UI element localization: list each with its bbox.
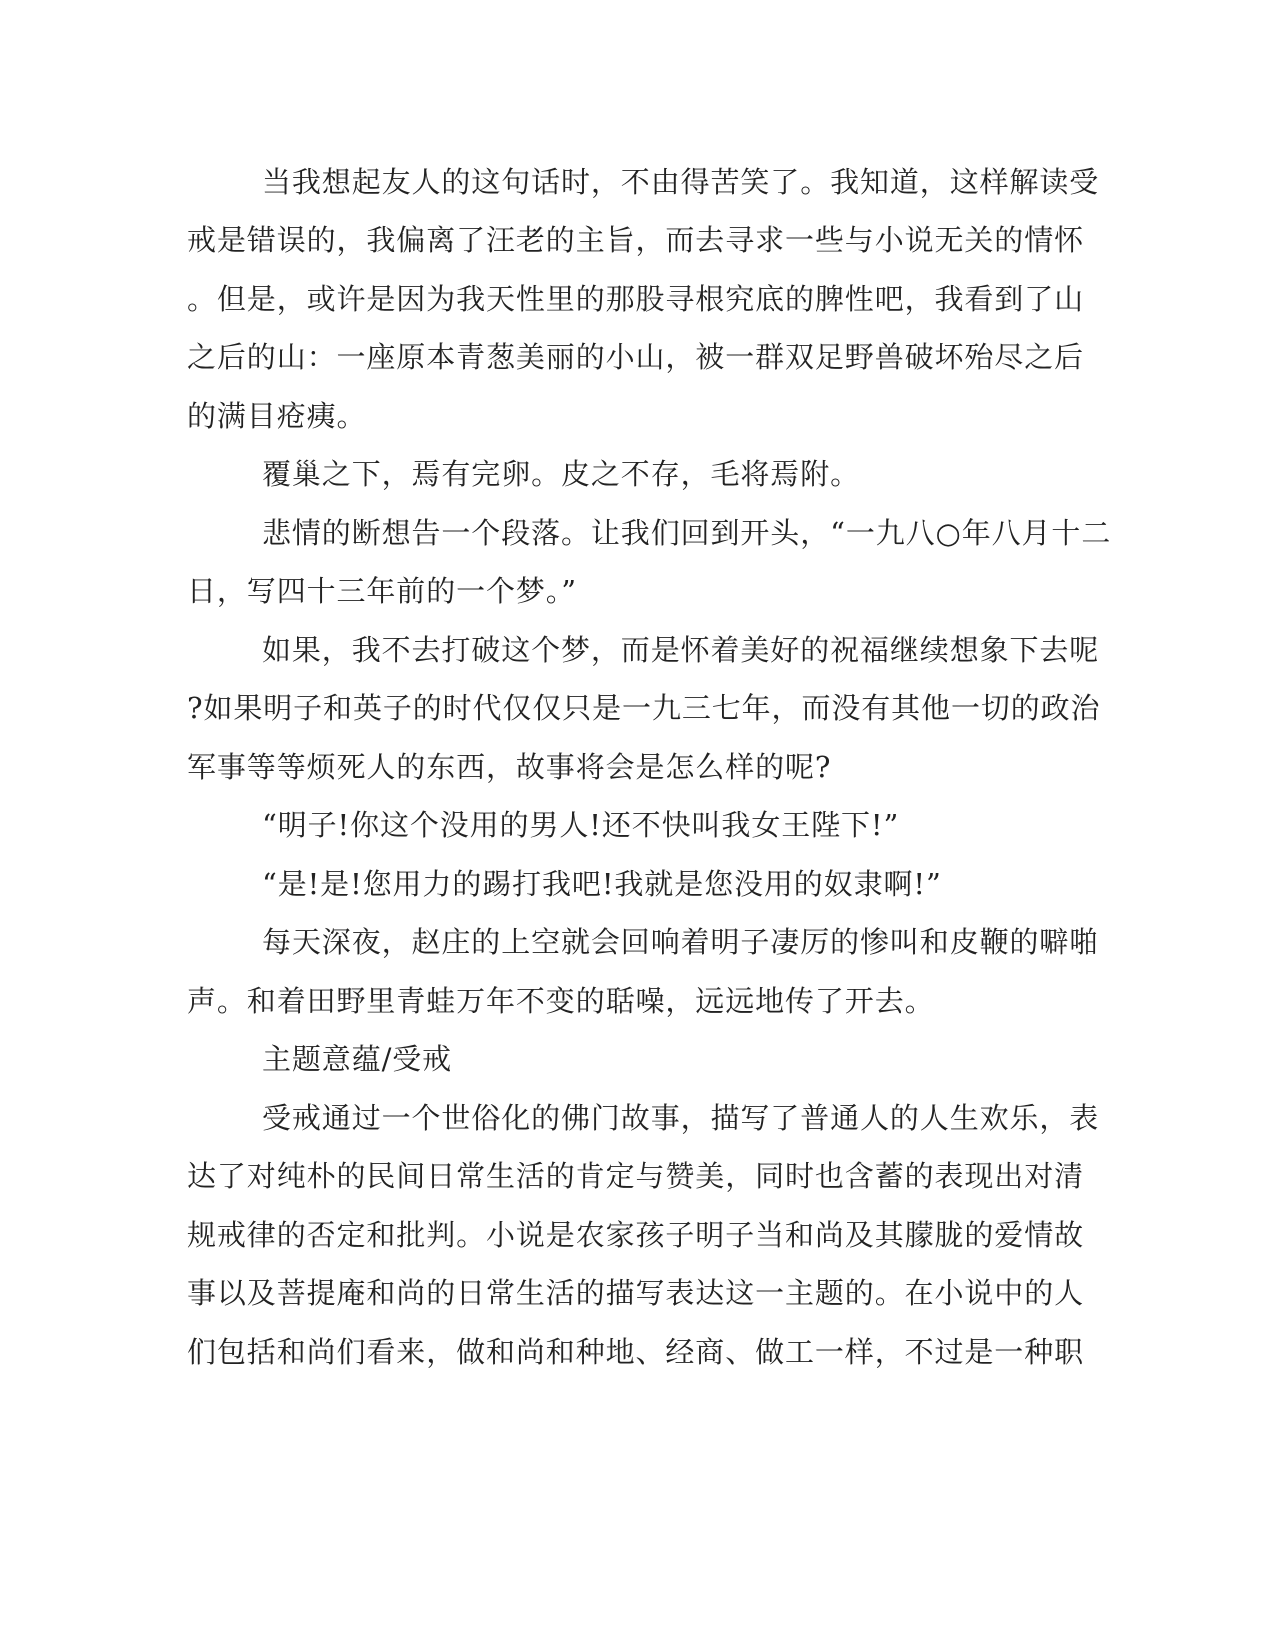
text-line: 军事等等烦死人的东西，故事将会是怎么样的呢? [187,750,832,784]
text-line: 声。和着田野里青蛙万年不变的聒噪，远远地传了开去。 [187,984,935,1018]
text-line: 的满目疮痍。 [187,399,367,433]
text-line: 日，写四十三年前的一个梦。” [187,574,577,608]
text-line: 事以及菩提庵和尚的日常生活的描写表达这一主题的。在小说中的人 [187,1276,1085,1310]
text-line: 悲情的断想告一个段落。让我们回到开头，“一九八○年八月十二 [262,516,1112,550]
section-heading: 主题意蕴/受戒 [262,1042,453,1076]
text-line: 当我想起友人的这句话时，不由得苦笑了。我知道，这样解读受 [262,165,1100,199]
text-line: 之后的山：一座原本青葱美丽的小山，被一群双足野兽破坏殆尽之后 [187,340,1085,374]
text-line: 受戒通过一个世俗化的佛门故事，描写了普通人的人生欢乐，表 [262,1101,1100,1135]
text-line: 规戒律的否定和批判。小说是农家孩子明子当和尚及其朦胧的爱情故 [187,1218,1085,1252]
text-line: 每天深夜，赵庄的上空就会回响着明子凄厉的惨叫和皮鞭的噼啪 [262,925,1100,959]
text-line: 覆巢之下，焉有完卵。皮之不存，毛将焉附。 [262,457,861,491]
text-line: 。但是，或许是因为我天性里的那股寻根究底的脾性吧，我看到了山 [187,282,1085,316]
text-line: 们包括和尚们看来，做和尚和种地、经商、做工一样，不过是一种职 [187,1335,1085,1369]
text-line: 戒是错误的，我偏离了汪老的主旨，而去寻求一些与小说无关的情怀 [187,223,1085,257]
text-line: 达了对纯朴的民间日常生活的肯定与赞美，同时也含蓄的表现出对清 [187,1159,1085,1193]
text-line: “明子!你这个没用的男人!还不快叫我女王陛下!” [262,808,900,842]
text-line: ?如果明子和英子的时代仅仅只是一九三七年，而没有其他一切的政治 [187,691,1101,725]
text-line: “是!是!您用力的踢打我吧!我就是您没用的奴隶啊!” [262,867,942,901]
text-line: 如果，我不去打破这个梦，而是怀着美好的祝福继续想象下去呢 [262,633,1100,667]
